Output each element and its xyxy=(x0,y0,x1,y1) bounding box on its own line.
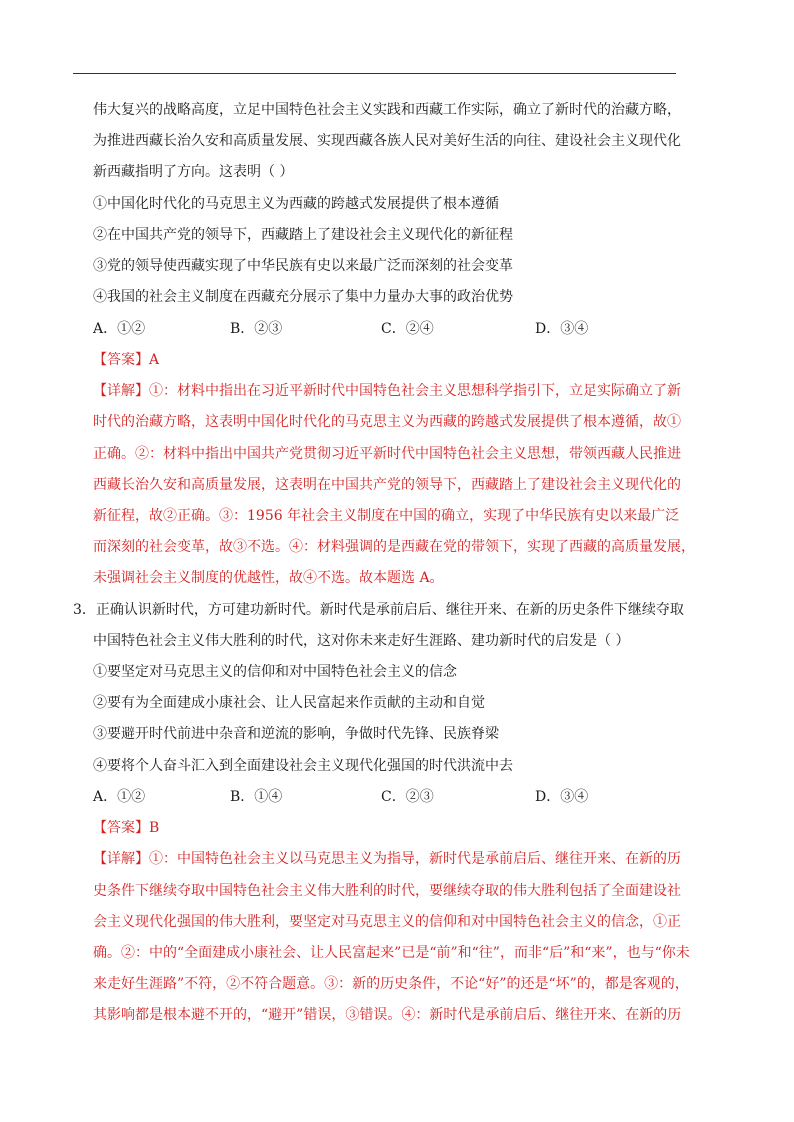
q2-explanation-line-3: 正确。②：材料中指出中国共产党贯彻习近平新时代中国特色社会主义思想，带领西藏人民推进 xyxy=(93,446,681,462)
q2-choice-d: D．③④ xyxy=(535,321,589,337)
q2-explanation-line-7: 未强调社会主义制度的优越性，故④不选。故本题选 A。 xyxy=(93,570,444,586)
q3-stem-line-1: 3．正确认识新时代，方可建功新时代。新时代是承前启后、继往开来、在新的历史条件下继续夺取 xyxy=(73,602,684,618)
q3-option-1: ①要坚定对马克思主义的信仰和对中国特色社会主义的信念 xyxy=(93,664,457,680)
q2-explanation-line-4: 西藏长治久安和高质量发展，这表明在中国共产党的领导下，西藏踏上了建设社会主义现代化的 xyxy=(93,477,681,493)
q2-explanation-line-6: 而深刻的社会变革，故③不选。④：材料强调的是西藏在党的带领下，实现了西藏的高质量发展， xyxy=(93,539,695,555)
q2-choice-c: C．②④ xyxy=(381,321,434,337)
q2-option-3: ③党的领导使西藏实现了中华民族有史以来最广泛而深刻的社会变革 xyxy=(93,258,513,274)
q2-option-4: ④我国的社会主义制度在西藏充分展示了集中力量办大事的政治优势 xyxy=(93,289,513,305)
q3-explanation-line-5: 来走好生涯路”不符，②不符合题意。③：新的历史条件，不论“好”的还是“坏”的，都是客观的， xyxy=(93,976,689,992)
q3-answer: 【答案】B xyxy=(93,820,160,836)
q3-explanation-line-1: 【详解】①：中国特色社会主义以马克思主义为指导，新时代是承前启后、继往开来、在新的历 xyxy=(93,851,681,867)
q2-stem-line-1: 伟大复兴的战略高度，立足中国特色社会主义实践和西藏工作实际，确立了新时代的治藏方略， xyxy=(93,102,681,118)
q2-answer: 【答案】A xyxy=(93,352,160,368)
header-rule xyxy=(73,73,676,74)
q3-stem-line-2: 中国特色社会主义伟大胜利的时代，这对你未来走好生涯路、建功新时代的启发是（ ） xyxy=(93,633,630,649)
q3-explanation-line-4: 确。②：中的“全面建成小康社会、让人民富起来”已是“前”和“往”，而非“后”和“来”，也与“你未 xyxy=(93,945,690,961)
q3-choice-b: B．①④ xyxy=(230,789,283,805)
q3-choice-a: A．①② xyxy=(93,789,146,805)
q2-explanation-line-2: 时代的治藏方略，这表明中国化时代化的马克思主义为西藏的跨越式发展提供了根本遵循，故① xyxy=(93,414,681,430)
q3-option-3: ③要避开时代前进中杂音和逆流的影响，争做时代先锋、民族脊梁 xyxy=(93,726,499,742)
q2-option-2: ②在中国共产党的领导下，西藏踏上了建设社会主义现代化的新征程 xyxy=(93,227,513,243)
q3-explanation-line-6: 其影响都是根本避不开的，“避开”错误，③错误。④：新时代是承前启后、继往开来、在新的历 xyxy=(93,1007,682,1023)
q2-explanation-line-5: 新征程，故②正确。③：1956 年社会主义制度在中国的确立，实现了中华民族有史以来最广泛 xyxy=(93,508,680,524)
q2-stem-line-2: 为推进西藏长治久安和高质量发展、实现西藏各族人民对美好生活的向往、建设社会主义现代化 xyxy=(93,133,681,149)
q2-choice-b: B．②③ xyxy=(230,321,283,337)
q2-choice-a: A．①② xyxy=(93,321,146,337)
q3-option-2: ②要有为全面建成小康社会、让人民富起来作贡献的主动和自觉 xyxy=(93,695,485,711)
q3-choice-c: C．②③ xyxy=(381,789,434,805)
q3-explanation-line-2: 史条件下继续夺取中国特色社会主义伟大胜利的时代，要继续夺取的伟大胜利包括了全面建设社 xyxy=(93,883,681,899)
q2-stem-line-3: 新西藏指明了方向。这表明（ ） xyxy=(93,164,294,180)
q3-choice-d: D．③④ xyxy=(535,789,589,805)
q3-explanation-line-3: 会主义现代化强国的伟大胜利，要坚定对马克思主义的信仰和对中国特色社会主义的信念，①正 xyxy=(93,914,681,930)
q2-option-1: ①中国化时代化的马克思主义为西藏的跨越式发展提供了根本遵循 xyxy=(93,196,499,212)
q2-explanation-line-1: 【详解】①：材料中指出在习近平新时代中国特色社会主义思想科学指引下，立足实际确立了新 xyxy=(93,383,681,399)
q3-option-4: ④要将个人奋斗汇入到全面建设社会主义现代化强国的时代洪流中去 xyxy=(93,758,513,774)
